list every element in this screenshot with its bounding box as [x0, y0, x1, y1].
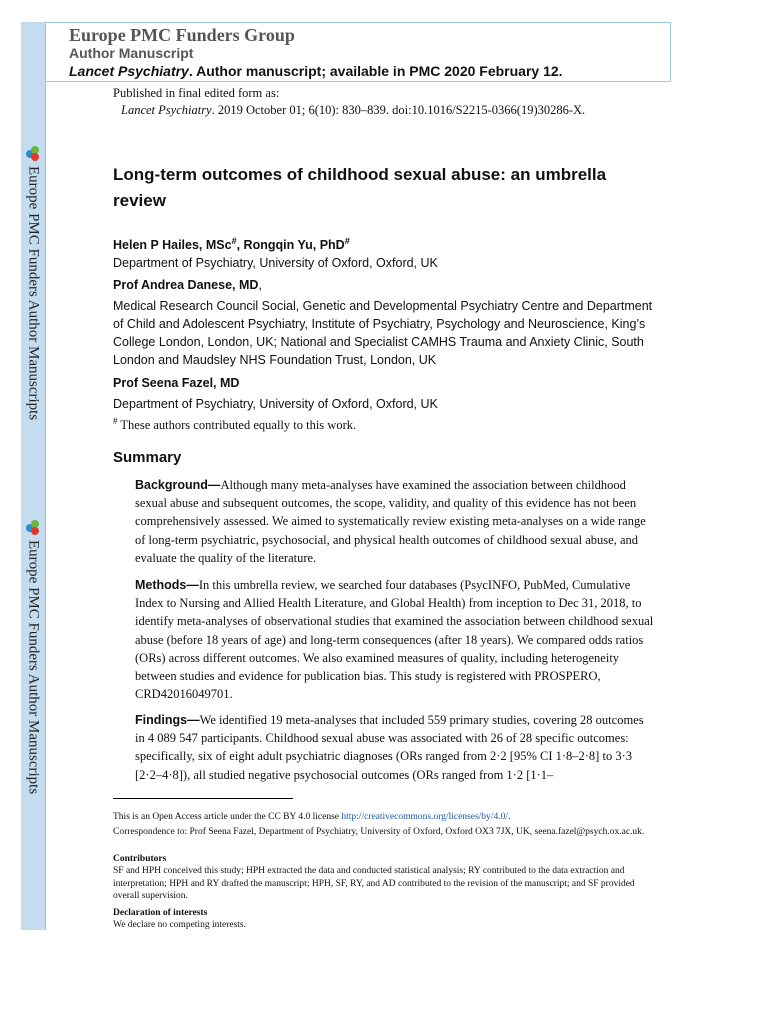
europe-pmc-logo-icon — [25, 520, 41, 536]
interests-section — [113, 907, 663, 932]
author-names: Prof Andrea Danese, MD, — [113, 278, 262, 292]
equal-contribution-note: # These authors contributed equally to this work. — [113, 416, 357, 433]
header-box — [46, 22, 671, 82]
sidebar-text: Europe PMC Funders Author Manuscripts — [25, 166, 42, 421]
author-names: Helen P Hailes, MSc#, Rongqin Yu, PhD# — [113, 236, 350, 253]
contributors-section — [113, 853, 663, 903]
citation — [113, 102, 585, 119]
article-title: Long-term outcomes of childhood sexual abuse: an umbrella review — [113, 165, 607, 210]
author-block-1 — [113, 232, 663, 272]
correspondence-note: Correspondence to: Prof Seena Fazel, Department of Psychiatry, University of Oxford, Oxford OX3 7JX, UK, seena.fazel@psych.ox.ac.uk. — [113, 827, 645, 837]
journal-availability — [69, 63, 563, 79]
author-manuscript-label: Author Manuscript — [69, 45, 194, 61]
summary-heading: Summary — [113, 449, 182, 466]
author-affiliation: Medical Research Council Social, Genetic and Developmental Psychiatry Centre and Department of Child and Adolescent Psychiatry, Institute of Psychiatry, Psychology and Neuroscience, King’s College London, London, UK; National and Specialist CAMHS Trauma and Anxiety Clinic, South London and Maudsley NHS Foundation Trust, London, UK — [113, 299, 653, 367]
author-affiliation: Department of Psychiatry, University of Oxford, Oxford, UK — [113, 397, 438, 411]
license-link[interactable]: http://creativecommons.org/licenses/by/4.0/ — [341, 812, 508, 822]
sidebar-label-top — [21, 146, 45, 420]
footnote-rule — [113, 798, 293, 799]
author-affiliation: Department of Psychiatry, University of Oxford, Oxford, UK — [113, 256, 438, 271]
availability-text: . Author manuscript; available in PMC 2020 February 12. — [188, 63, 563, 79]
abstract-findings: Findings—We identified 19 meta-analyses that included 559 primary studies, covering 28 outcomes in 4 089 547 participants. Childhood sexual abuse was associated with 26 of 28 specific outcomes: specifically, six of eight adult psychiatric diagnoses (ORs ranged from 2·2 [95% CI 1·8–2·8] to 3·3 [2·2–4·8]), all studied negative psychosocial outcomes (ORs ranged from 1·2 [1·1– — [135, 713, 644, 782]
published-label: Published in final edited form as: — [113, 86, 280, 100]
author-names: Prof Seena Fazel, MD — [113, 376, 240, 390]
sidebar-text: Europe PMC Funders Author Manuscripts — [25, 540, 42, 795]
license-note: This is an Open Access article under the CC BY 4.0 license http://creativecommons.org/licenses/by/4.0/. — [113, 812, 511, 822]
contributors-heading: Contributors — [113, 854, 167, 864]
journal-name: Lancet Psychiatry — [69, 63, 189, 79]
author-block-2 — [113, 276, 663, 369]
funders-group: Europe PMC Funders Group — [69, 25, 295, 45]
contributors-text: SF and HPH conceived this study; HPH extracted the data and conducted statistical analysis; RY contributed to the data extraction and interpretation; HPH and RY drafted the manuscript; HPH, SF, RY, and AD contributed to the revision of the manuscript; and SF provided overall supervision. — [113, 866, 635, 902]
author-block-3 — [113, 374, 663, 413]
abstract-background: Background—Although many meta-analyses have examined the association between childhood sexual abuse and subsequent outcomes, the scope, validity, and quality of this evidence has not been comprehensively assessed. We aimed to systematically review existing meta-analyses on a wide range of long-term psychiatric, psychosocial, and physical health outcomes of childhood sexual abuse, and evaluate the quality of the literature. — [135, 478, 646, 565]
interests-heading: Declaration of interests — [113, 908, 208, 918]
interests-text: We declare no competing interests. — [113, 920, 246, 931]
left-sidebar — [21, 22, 46, 930]
citation-journal: Lancet Psychiatry — [121, 103, 212, 117]
europe-pmc-logo-icon — [25, 146, 41, 162]
abstract-methods: Methods—In this umbrella review, we searched four databases (PsycINFO, PubMed, Cumulative Index to Nursing and Allied Health Literature, and Global Health) from inception to Dec 31, 2018, to identify meta-analyses of observational studies that examined the association between childhood sexual abuse (before 18 years of age) and long-term consequences (after 18 years). We compared odds ratios (ORs) across different outcomes. We also examined measures of quality, including heterogeneity between studies and evidence for publication bias. This study is registered with PROSPERO, CRD42016049701. — [135, 578, 654, 702]
citation-text: . 2019 October 01; 6(10): 830–839. doi:10.1016/S2215-0366(19)30286-X. — [211, 103, 586, 117]
sidebar-label-bottom — [21, 520, 45, 794]
published-info — [113, 85, 585, 119]
